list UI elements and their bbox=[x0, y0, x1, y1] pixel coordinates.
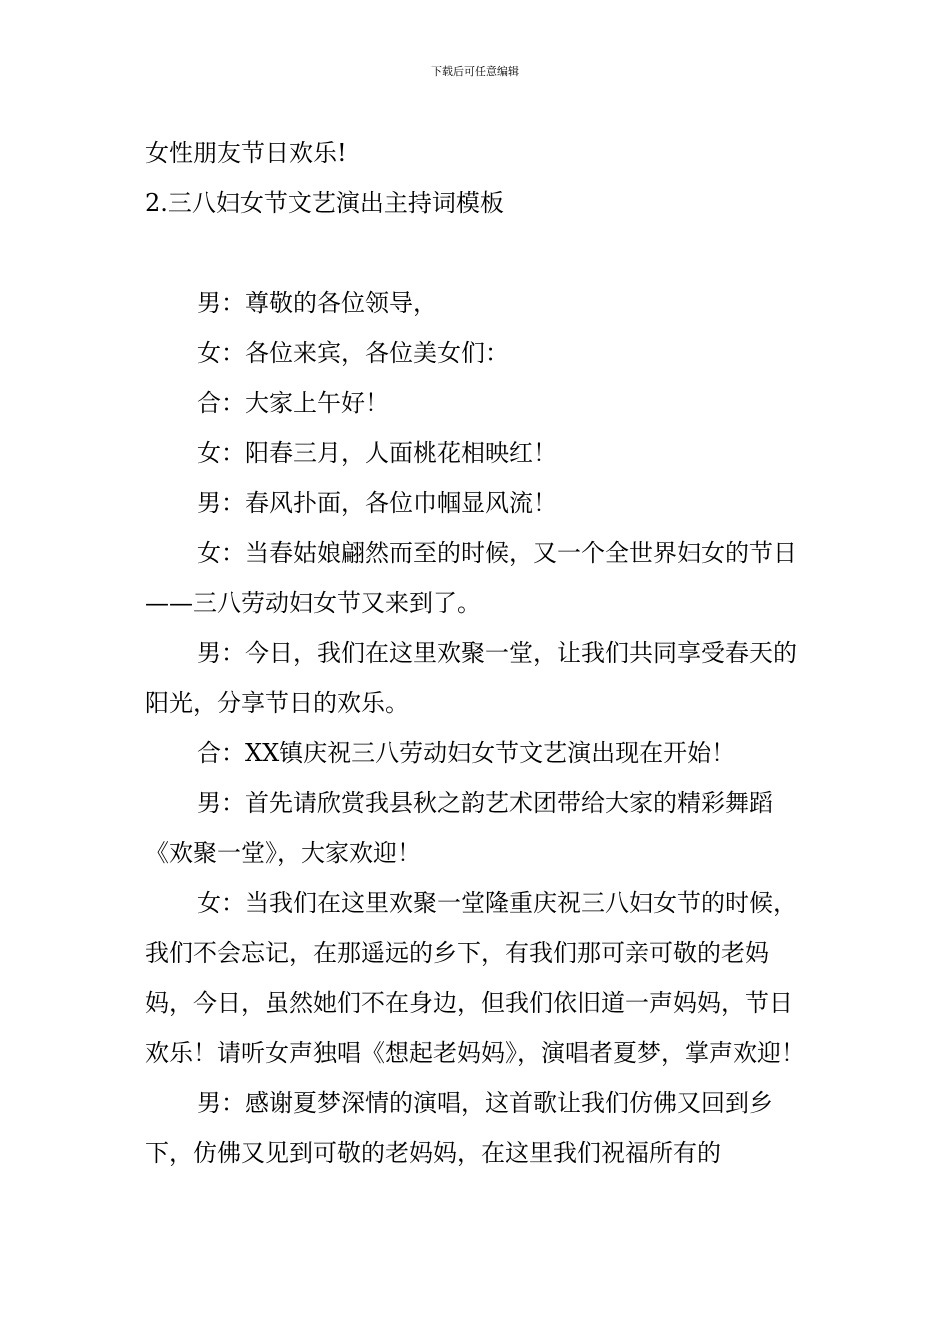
script-paragraph: 合：XX镇庆祝三八劳动妇女节文艺演出现在开始！ bbox=[197, 739, 736, 767]
document-body bbox=[145, 128, 810, 1178]
script-paragraph: 男：春风扑面，各位巾帼显风流！ bbox=[197, 489, 557, 517]
script-paragraph: 合：大家上午好！ bbox=[197, 389, 389, 417]
script-paragraph: 男：感谢夏梦深情的演唱，这首歌让我们仿佛又回到乡下，仿佛又见到可敬的老妈妈，在这里我们祝福所有的 bbox=[145, 1089, 773, 1167]
script-paragraph: 女：阳春三月，人面桃花相映红！ bbox=[197, 439, 557, 467]
blank-line bbox=[145, 228, 810, 278]
closing-line: 女性朋友节日欢乐! bbox=[145, 139, 347, 167]
script-paragraph: 女：当我们在这里欢聚一堂隆重庆祝三八妇女节的时候，我们不会忘记，在那遥远的乡下，有我们那可亲可敬的老妈妈，今日，虽然她们不在身边，但我们依旧道一声妈妈，节日欢乐！请听女声独唱《想起老妈妈》，演唱者夏梦，掌声欢迎！ bbox=[145, 889, 805, 1067]
section-title: 2.三八妇女节文艺演出主持词模板 bbox=[145, 189, 504, 217]
script-paragraph: 女：当春姑娘翩然而至的时候，又一个全世界妇女的节日——三八劳动妇女节又来到了。 bbox=[145, 539, 797, 617]
script-paragraph: 男：今日，我们在这里欢聚一堂，让我们共同享受春天的阳光，分享节日的欢乐。 bbox=[145, 639, 797, 717]
script-paragraph: 男：首先请欣赏我县秋之韵艺术团带给大家的精彩舞蹈《欢聚一堂》，大家欢迎！ bbox=[145, 789, 773, 867]
script-paragraph: 男：尊敬的各位领导， bbox=[197, 289, 437, 317]
script-paragraph: 女：各位来宾，各位美女们： bbox=[197, 339, 509, 367]
page-header-note: 下载后可任意编辑 bbox=[431, 65, 519, 78]
